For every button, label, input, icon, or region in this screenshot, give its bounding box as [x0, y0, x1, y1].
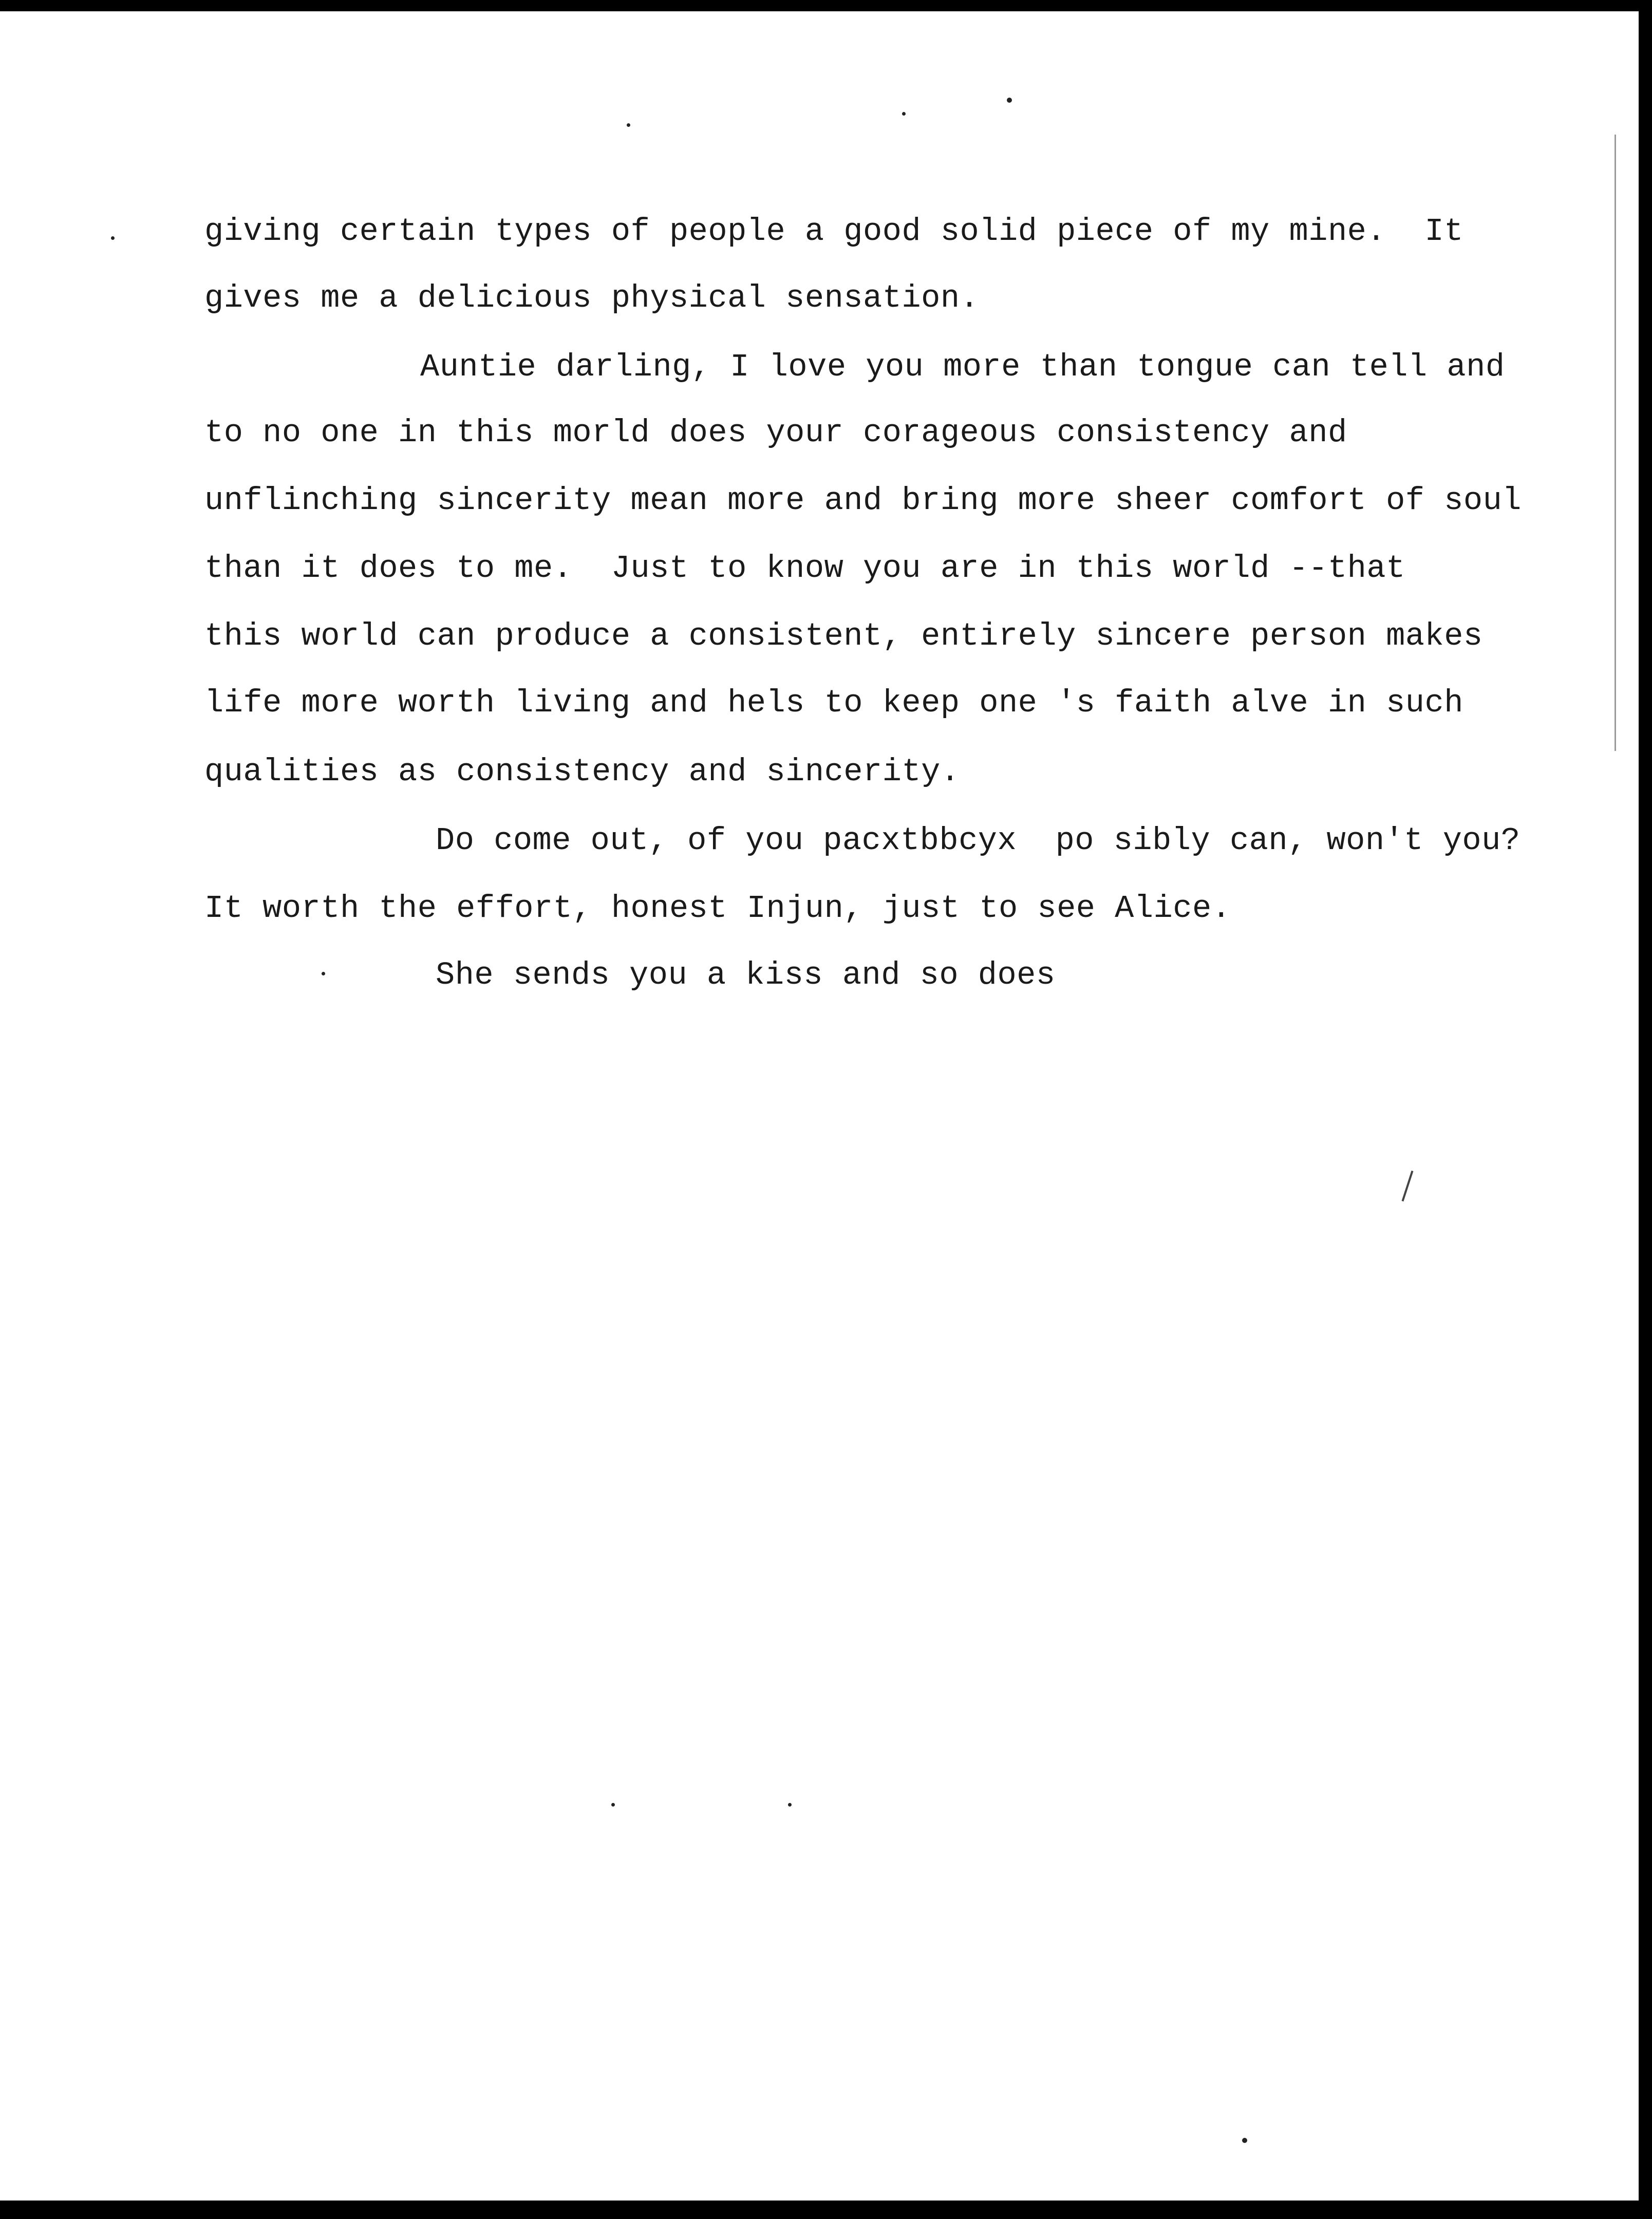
letter-line-2: gives me a delicious physical sensation.	[204, 280, 980, 316]
letter-line-3: Auntie darling, I love you more than tongue can tell and	[420, 349, 1505, 385]
scan-scratch	[1402, 1171, 1414, 1201]
letter-line-6: than it does to me. Just to know you are in this world --that	[204, 550, 1405, 587]
letter-page	[0, 11, 1639, 2201]
letter-line-4: to no one in this morld does your corageous consistency and	[204, 415, 1347, 451]
scan-speck	[1007, 98, 1012, 103]
scan-speck	[902, 112, 906, 116]
scan-edge-mark	[1615, 135, 1616, 751]
scan-speck	[627, 123, 630, 127]
scan-speck	[611, 1803, 615, 1807]
letter-line-8: life more worth living and hels to keep one 's faith alve in such	[204, 685, 1463, 721]
letter-line-12: She sends you a kiss and so does	[436, 957, 1056, 993]
scan-speck	[322, 972, 325, 975]
scan-speck	[111, 236, 115, 240]
letter-line-5: unflinching sincerity mean more and bring more sheer comfort of soul	[204, 482, 1522, 519]
scan-speck	[1242, 2138, 1247, 2143]
letter-line-7: this world can produce a consistent, entirely sincere person makes	[204, 618, 1483, 654]
letter-line-1: giving certain types of people a good solid piece of my mine. It	[204, 213, 1463, 250]
scan-speck	[788, 1803, 792, 1807]
letter-line-10: Do come out, of you pacxtbbcyx po sibly can, won't you?	[436, 822, 1520, 859]
letter-line-9: qualities as consistency and sincerity.	[204, 754, 960, 790]
letter-line-11: It worth the effort, honest Injun, just to see Alice.	[204, 890, 1231, 927]
